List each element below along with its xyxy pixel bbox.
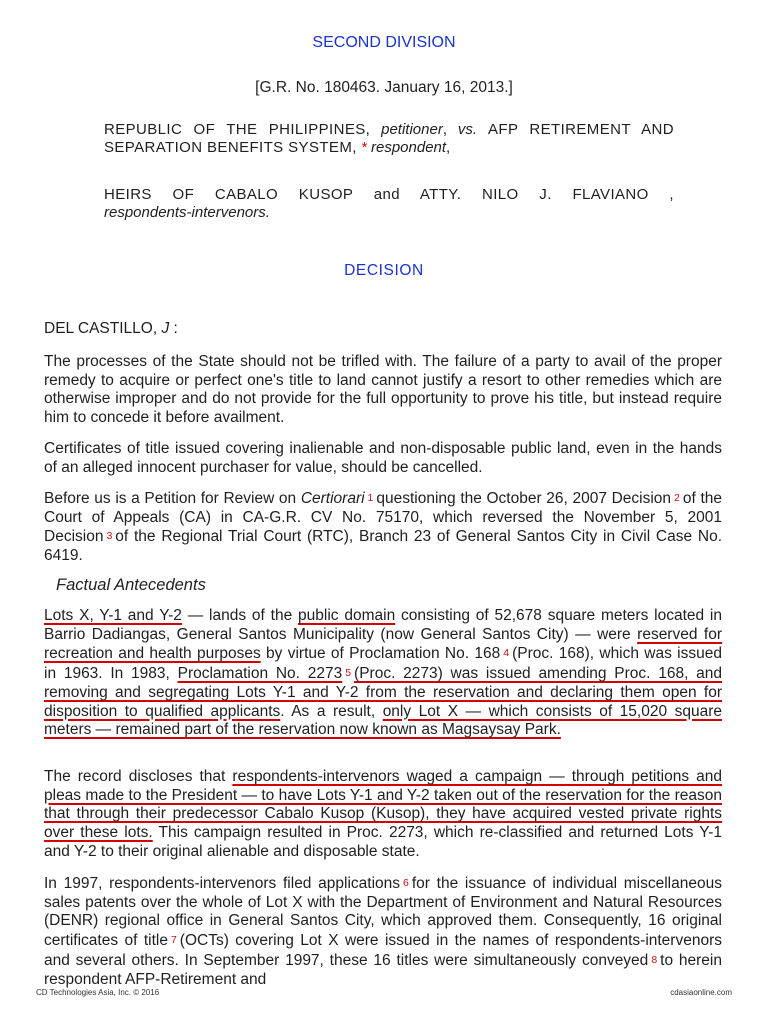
ponente-j: J (161, 320, 170, 337)
footnote-ref-4[interactable]: 4 (503, 647, 510, 660)
paragraph-5 (44, 768, 722, 862)
footnote-ref-6[interactable]: 6 (403, 877, 409, 889)
paragraph-text: — lands of the (181, 607, 299, 624)
footer-site-link[interactable]: cdasiaonline.com (670, 988, 732, 997)
section-heading: Factual Antecedents (56, 576, 206, 594)
highlight-underline: Proclamation No. 2273 (177, 665, 343, 683)
footnote-ref-3[interactable]: 3 (106, 530, 113, 543)
paragraph-text: by virtue of Proclamation No. 168 (260, 645, 501, 663)
ponente-line (44, 320, 722, 339)
paragraph-4 (44, 607, 722, 740)
versus-label: vs. (457, 121, 478, 138)
paragraph-3 (44, 489, 722, 566)
ponente-colon: : (173, 320, 178, 337)
respondent-name: AFP RETIREMENT AND SEPARATION BENEFITS SYSTEM, (104, 121, 674, 156)
paragraph-text: Before us is a Petition for Review on (44, 490, 297, 507)
respondent-footnote-star[interactable]: * (360, 139, 367, 156)
petitioner-role: petitioner (381, 121, 443, 138)
intervenor-name: HEIRS OF CABALO KUSOP and ATTY. NILO J. FLAVIANO , (104, 186, 674, 203)
highlight-underline: Lots X, Y-1 and Y-2 (44, 607, 182, 624)
paragraph-text: This campaign resulted in Proc. 2273, which re-classified and returned Lots Y-1 and Y-2 to their original alienable and disposable state. (44, 824, 723, 860)
highlight-underline: reserved for recreation and health purposes (44, 625, 723, 663)
parties-intervenors (104, 186, 674, 222)
case-number: [G.R. No. 180463. January 16, 2013.] (255, 79, 513, 96)
paragraph-text: Certificates of title issued covering inalienable and non-disposable public land, even in the hands of an alleged innocent purchaser for value, should be cancelled. (44, 440, 722, 476)
paragraph-text: The processes of the State should not be trifled with. The failure of a party to avail of the proper remedy to acquire or perfect one's title to land cannot justify a resort to other remedies which are otherwise improper and do not provide for the full opportunity to prove his title, but instead require him to concede it before availment. (44, 353, 722, 427)
highlight-underline: (Proc. 2273) was issued amending Proc. 168, and removing and segregating Lots Y-1 and Y-2 from the reservation and declaring them open for disposition to qualified applicants (44, 665, 723, 720)
paragraph-text: (OCTs) covering Lot X were issued in the names of respondents-intervenors and several others. In September 1997, these 16 titles were simultaneously conveyed (44, 932, 722, 969)
division-heading: SECOND DIVISION (312, 34, 456, 51)
parties-petitioner-respondent: REPUBLIC OF THE PHILIPPINES, petitioner, vs. AFP RETIREMENT AND SEPARATION BENEFITS SYSTEM, * respondent, (104, 121, 674, 156)
decision-title: DECISION (344, 262, 424, 279)
footer-copyright: CD Technologies Asia, Inc. © 2016 (36, 988, 160, 997)
footnote-ref-7[interactable]: 7 (170, 934, 177, 947)
footnote-ref-8[interactable]: 8 (651, 953, 658, 966)
footnote-ref-5[interactable]: 5 (345, 667, 352, 680)
paragraph-text: (Proc. 168), which was issued in 1963. In 1983, (44, 645, 722, 683)
highlight-underline: respondents-intervenors waged a campaign — through petitions and pleas made to the President — to have Lots Y-1 and Y-2 taken out of the reservation for the reason that through their predecessor Cabalo Kusop (Kusop), they have acquired vested private rights over these lots. (44, 768, 722, 842)
paragraph-text: In 1997, respondents-intervenors filed applications (44, 875, 400, 892)
paragraph-text: of the Regional Trial Court (RTC), Branch 23 of General Santos City in Civil Case No. 6419. (44, 528, 722, 565)
paragraph-text: to herein respondent AFP-Retirement and (44, 951, 722, 988)
intervenor-role: respondents-intervenors. (104, 204, 270, 221)
paragraph-text: . As a result, (280, 702, 383, 720)
footnote-ref-1[interactable]: 1 (367, 492, 374, 504)
paragraph-1 (44, 353, 722, 428)
petitioner-name: REPUBLIC OF THE PHILIPPINES, (104, 121, 371, 138)
footnote-ref-2[interactable]: 2 (674, 492, 680, 504)
highlight-underline: only Lot X — which consists of 15,020 square meters — remained part of the reservation now known as Magsaysay Park. (44, 702, 722, 739)
paragraph-6 (44, 874, 722, 989)
paragraph-text: The record discloses that (44, 768, 233, 785)
respondent-role: respondent (370, 139, 447, 156)
paragraph-2 (44, 440, 722, 477)
ponente-name: DEL CASTILLO, (44, 320, 158, 337)
paragraph-text: consisting of 52,678 square meters located in Barrio Dadiangas, General Santos Municipality (now General Santos City) — were (44, 607, 722, 643)
paragraph-text: questioning the October 26, 2007 Decision (376, 490, 672, 507)
certiorari-term: Certiorari (300, 490, 365, 507)
paragraph-text: for the issuance of individual miscellaneous sales patents over the whole of Lot X with the Department of Environment and Natural Resources (DENR) regional office in General Santos City, which approved them. Consequently, 16 original certificates of title (44, 875, 722, 950)
paragraph-text: of the Court of Appeals (CA) in CA-G.R. CV No. 75170, which reversed the November 5, 2001 Decision (44, 490, 722, 546)
highlight-underline: public domain (298, 607, 396, 624)
